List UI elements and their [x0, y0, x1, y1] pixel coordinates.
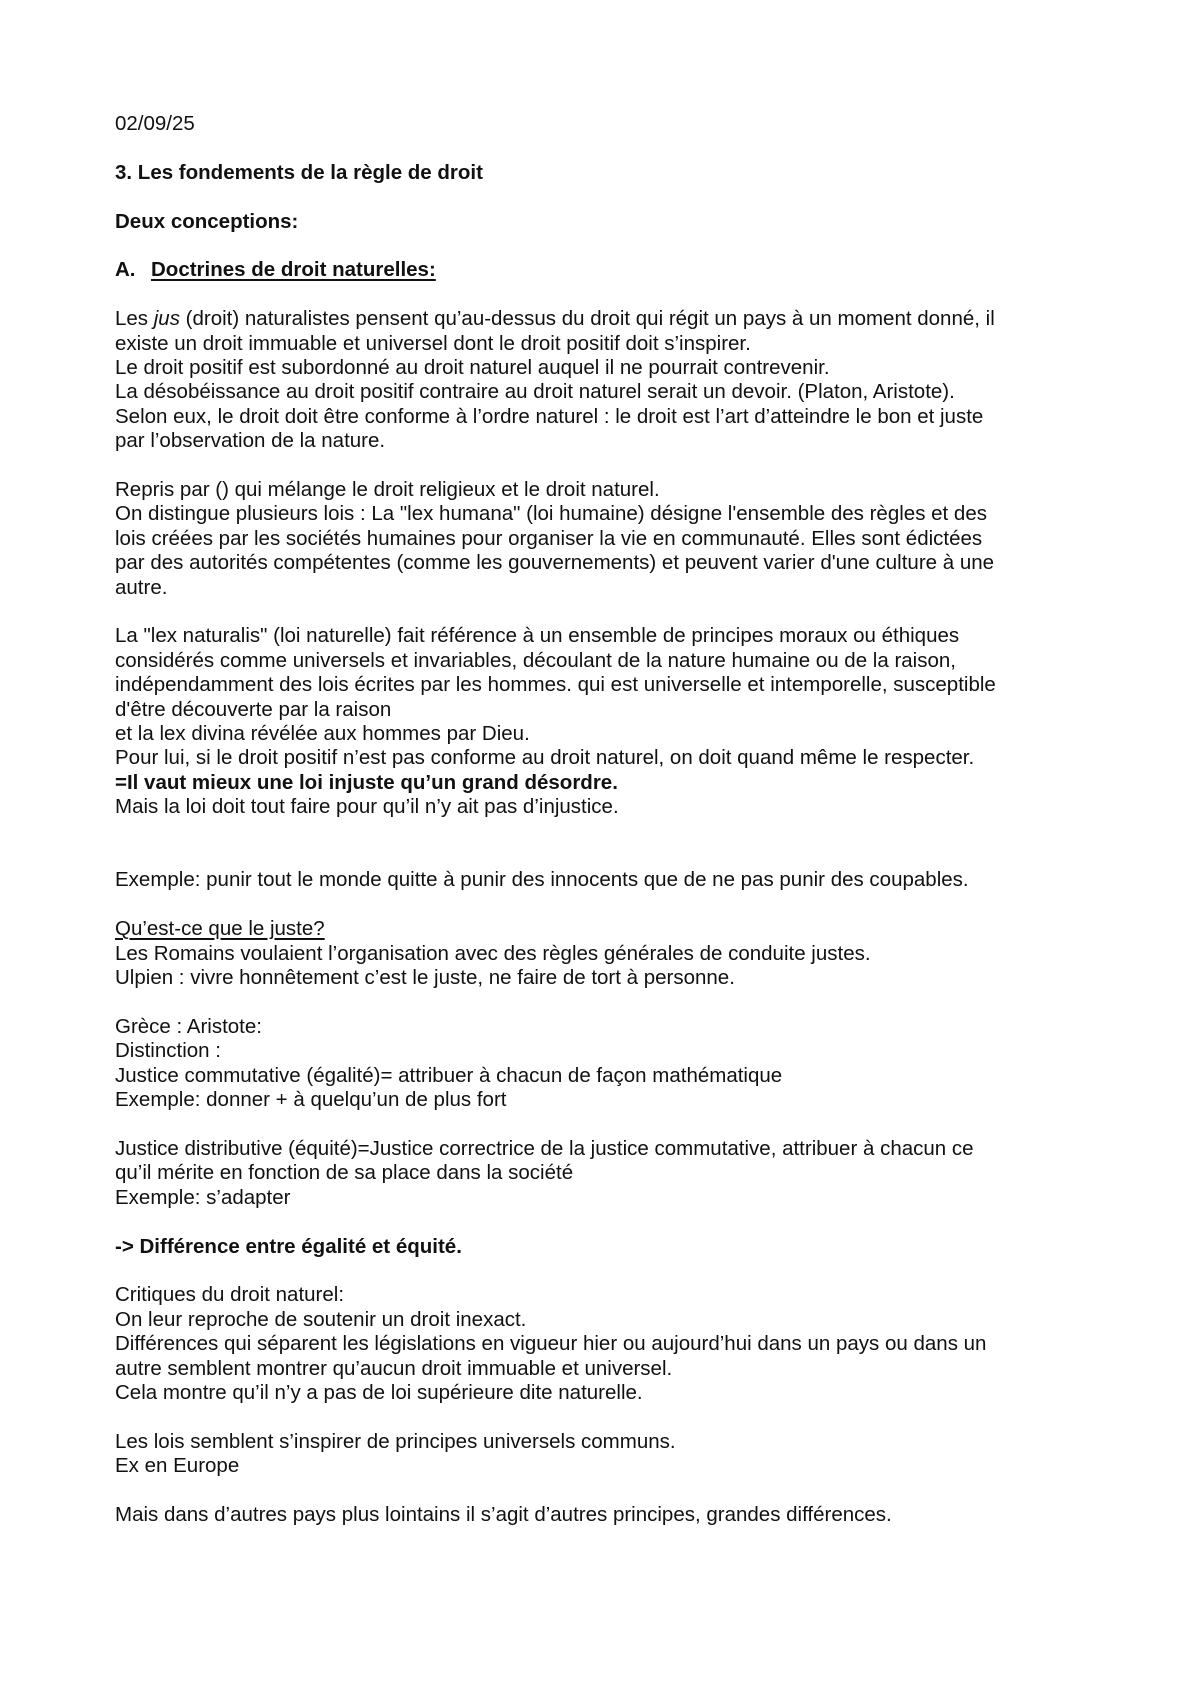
paragraph-line: Exemple: s’adapter — [115, 1185, 291, 1209]
text-span: (droit) naturalistes pensent qu’au-dessus du droit qui régit un pays à un moment donné, il — [179, 307, 995, 331]
paragraph-line: considérés comme universels et invariables, découlant de la nature humaine ou de la raison, — [115, 648, 956, 672]
paragraph-line — [115, 307, 1100, 331]
paragraph-line: On distingue plusieurs lois : La "lex humana" (loi humaine) désigne l'ensemble des règles et des — [115, 502, 987, 526]
paragraph-line: Justice distributive (équité)=Justice correctrice de la justice commutative, attribuer à chacun ce — [115, 1136, 974, 1160]
paragraph-line: Ulpien : vivre honnêtement c’est le juste, ne faire de tort à personne. — [115, 966, 735, 990]
heading-a — [115, 258, 1100, 282]
conceptions-heading: Deux conceptions: — [115, 209, 299, 233]
heading-a-label: Doctrines de droit naturelles: — [151, 258, 436, 282]
bold-maxim: =Il vaut mieux une loi injuste qu’un grand désordre. — [115, 770, 618, 794]
paragraph-line: par des autorités compétentes (comme les gouvernements) et peuvent varier d'une culture à une — [115, 551, 995, 575]
paragraph-line: Mais la loi doit tout faire pour qu’il n’y ait pas d’injustice. — [115, 795, 619, 819]
difference-heading: -> Différence entre égalité et équité. — [115, 1234, 462, 1258]
paragraph-line: Critiques du droit naturel: — [115, 1283, 345, 1307]
example-line: Exemple: punir tout le monde quitte à punir des innocents que de ne pas punir des coupables. — [115, 868, 969, 892]
paragraph-line: Ex en Europe — [115, 1454, 240, 1478]
paragraph-line: autre. — [115, 575, 168, 599]
text-span: Les — [115, 307, 154, 331]
paragraph-line: Pour lui, si le droit positif n’est pas conforme au droit naturel, on doit quand même le respecter. — [115, 746, 975, 770]
paragraph-line: Les Romains voulaient l’organisation avec des règles générales de conduite justes. — [115, 941, 871, 965]
paragraph-line: indépendamment des lois écrites par les hommes. qui est universelle et intemporelle, susceptible — [115, 673, 996, 697]
paragraph-line: La désobéissance au droit positif contraire au droit naturel serait un devoir. (Platon, Aristote). — [115, 380, 955, 404]
paragraph-line: Selon eux, le droit doit être conforme à l’ordre naturel : le droit est l’art d’atteindre le bon et juste — [115, 404, 984, 428]
paragraph-line: Repris par () qui mélange le droit religieux et le droit naturel. — [115, 478, 660, 502]
paragraph-line: Grèce : Aristote: — [115, 1014, 262, 1038]
section-title: 3. Les fondements de la règle de droit — [115, 160, 483, 184]
paragraph-line: par l’observation de la nature. — [115, 429, 386, 453]
paragraph-line: autre semblent montrer qu’aucun droit immuable et universel. — [115, 1356, 673, 1380]
paragraph-line: On leur reproche de soutenir un droit inexact. — [115, 1307, 527, 1331]
juste-heading: Qu’est-ce que le juste? — [115, 917, 325, 941]
paragraph-line: existe un droit immuable et universel dont le droit positif doit s’inspirer. — [115, 331, 751, 355]
list-marker: A. — [115, 258, 136, 282]
jus-italic: jus — [153, 307, 180, 331]
paragraph-line: Les lois semblent s’inspirer de principes universels communs. — [115, 1429, 676, 1453]
document-page — [115, 112, 1100, 1527]
paragraph-line: et la lex divina révélée aux hommes par Dieu. — [115, 722, 530, 746]
paragraph-line: Le droit positif est subordonné au droit naturel auquel il ne pourrait contrevenir. — [115, 356, 830, 379]
paragraph-line: La "lex naturalis" (loi naturelle) fait référence à un ensemble de principes moraux ou éthiques — [115, 624, 960, 648]
paragraph-line: d'être découverte par la raison — [115, 697, 392, 721]
paragraph-line: Différences qui séparent les législations en vigueur hier ou aujourd’hui dans un pays ou dans un — [115, 1332, 987, 1356]
paragraph-line: Exemple: donner + à quelqu’un de plus fort — [115, 1088, 507, 1112]
paragraph-line: lois créées par les sociétés humaines pour organiser la vie en communauté. Elles sont édictées — [115, 526, 983, 550]
date: 02/09/25 — [115, 112, 195, 135]
paragraph-line: qu’il mérite en fonction de sa place dans la société — [115, 1161, 574, 1185]
paragraph-line: Distinction : — [115, 1039, 221, 1063]
paragraph-line: Cela montre qu’il n’y a pas de loi supérieure dite naturelle. — [115, 1380, 643, 1404]
paragraph-line: Justice commutative (égalité)= attribuer à chacun de façon mathématique — [115, 1063, 783, 1087]
paragraph-line: Mais dans d’autres pays plus lointains il s’agit d’autres principes, grandes différences. — [115, 1502, 892, 1526]
